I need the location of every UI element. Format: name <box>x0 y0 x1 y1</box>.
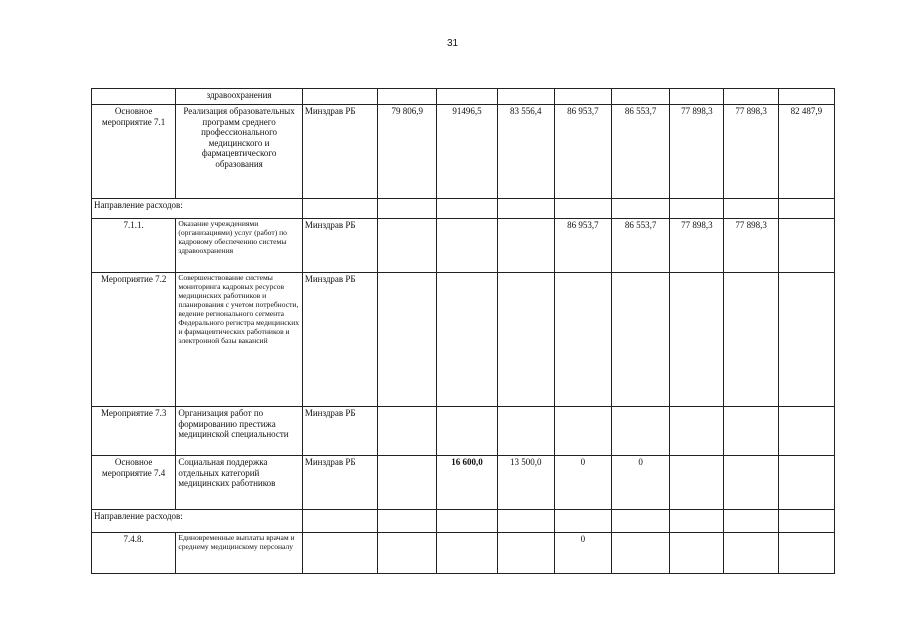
value-cell <box>497 219 554 273</box>
table-row <box>92 105 835 199</box>
table-row <box>92 199 835 219</box>
value-cell <box>554 273 611 407</box>
label-cell: 7.1.1. <box>92 219 176 273</box>
name-cell: Оказание учреждениями (организациями) услуг (работ) по кадровому обеспечению системы здравоохранения <box>176 219 303 273</box>
value-cell: 77 898,3 <box>670 219 724 273</box>
value-cell: 83 556,4 <box>497 105 554 199</box>
value-cell <box>724 407 778 456</box>
value-cell <box>724 533 778 574</box>
value-cell: 86 553,7 <box>612 105 670 199</box>
value-cell <box>612 533 670 574</box>
name-cell: Реализация образовательных программ среднего профессионального медицинского и фармацевтического образования <box>176 105 303 199</box>
executor-cell: Минздрав РБ <box>302 105 377 199</box>
executor-cell: Минздрав РБ <box>302 407 377 456</box>
value-cell <box>437 533 497 574</box>
value-cell <box>670 273 724 407</box>
value-cell: 77 898,3 <box>670 105 724 199</box>
value-cell <box>778 219 834 273</box>
value-cell <box>778 407 834 456</box>
value-cell <box>497 533 554 574</box>
value-cell: 86 553,7 <box>612 219 670 273</box>
table-row <box>92 89 835 105</box>
value-cell: 86 953,7 <box>554 219 611 273</box>
value-cell: 0 <box>612 456 670 510</box>
name-cell: Совершенствование системы мониторинга кадровых ресурсов медицинских работников и планирования с учетом потребности, ведение регионального сегмента Федерального регистра медицинских и фармацевтических работников и электронной базы вакансий <box>176 273 303 407</box>
value-cell <box>497 407 554 456</box>
value-cell <box>670 533 724 574</box>
value-cell <box>724 456 778 510</box>
label-cell: Мероприятие 7.3 <box>92 407 176 456</box>
value-cell <box>612 407 670 456</box>
name-cell: Единовременные выплаты врачам и среднему медицинскому персоналу <box>176 533 303 574</box>
direction-label: Направление расходов: <box>92 510 303 533</box>
value-cell: 0 <box>554 456 611 510</box>
value-cell: 79 806,9 <box>378 105 437 199</box>
value-cell <box>437 407 497 456</box>
value-cell: 77 898,3 <box>724 105 778 199</box>
value-cell <box>778 456 834 510</box>
value-cell <box>378 219 437 273</box>
name-cell: Социальная поддержка отдельных категорий медицинских работников <box>176 456 303 510</box>
value-cell <box>378 456 437 510</box>
budget-table <box>91 88 835 574</box>
value-cell: 13 500,0 <box>497 456 554 510</box>
value-cell <box>437 273 497 407</box>
value-cell <box>437 219 497 273</box>
table-row <box>92 510 835 533</box>
value-cell <box>378 407 437 456</box>
page-number: 31 <box>446 38 459 49</box>
label-cell: Основное мероприятие 7.4 <box>92 456 176 510</box>
table-row <box>92 219 835 273</box>
value-cell: 82 487,9 <box>778 105 834 199</box>
value-cell <box>670 456 724 510</box>
value-cell <box>378 273 437 407</box>
value-cell: 0 <box>554 533 611 574</box>
label-cell: Мероприятие 7.2 <box>92 273 176 407</box>
name-cell: Организация работ по формированию престижа медицинской специальности <box>176 407 303 456</box>
table-row <box>92 407 835 456</box>
value-cell: 16 600,0 <box>437 456 497 510</box>
table-row <box>92 456 835 510</box>
table-row <box>92 273 835 407</box>
value-cell <box>612 273 670 407</box>
value-cell <box>778 273 834 407</box>
value-cell <box>670 407 724 456</box>
value-cell <box>378 533 437 574</box>
name-cell: здравоохранения <box>176 89 303 105</box>
value-cell <box>724 273 778 407</box>
executor-cell: Минздрав РБ <box>302 273 377 407</box>
label-cell: Основное мероприятие 7.1 <box>92 105 176 199</box>
executor-cell: Минздрав РБ <box>302 219 377 273</box>
value-cell <box>497 273 554 407</box>
value-cell <box>554 407 611 456</box>
label-cell <box>92 89 176 105</box>
value-cell: 77 898,3 <box>724 219 778 273</box>
value-cell: 91496,5 <box>437 105 497 199</box>
executor-cell: Минздрав РБ <box>302 456 377 510</box>
table-row <box>92 533 835 574</box>
direction-label: Направление расходов: <box>92 199 303 219</box>
value-cell: 86 953,7 <box>554 105 611 199</box>
value-cell <box>778 533 834 574</box>
executor-cell <box>302 533 377 574</box>
label-cell: 7.4.8. <box>92 533 176 574</box>
